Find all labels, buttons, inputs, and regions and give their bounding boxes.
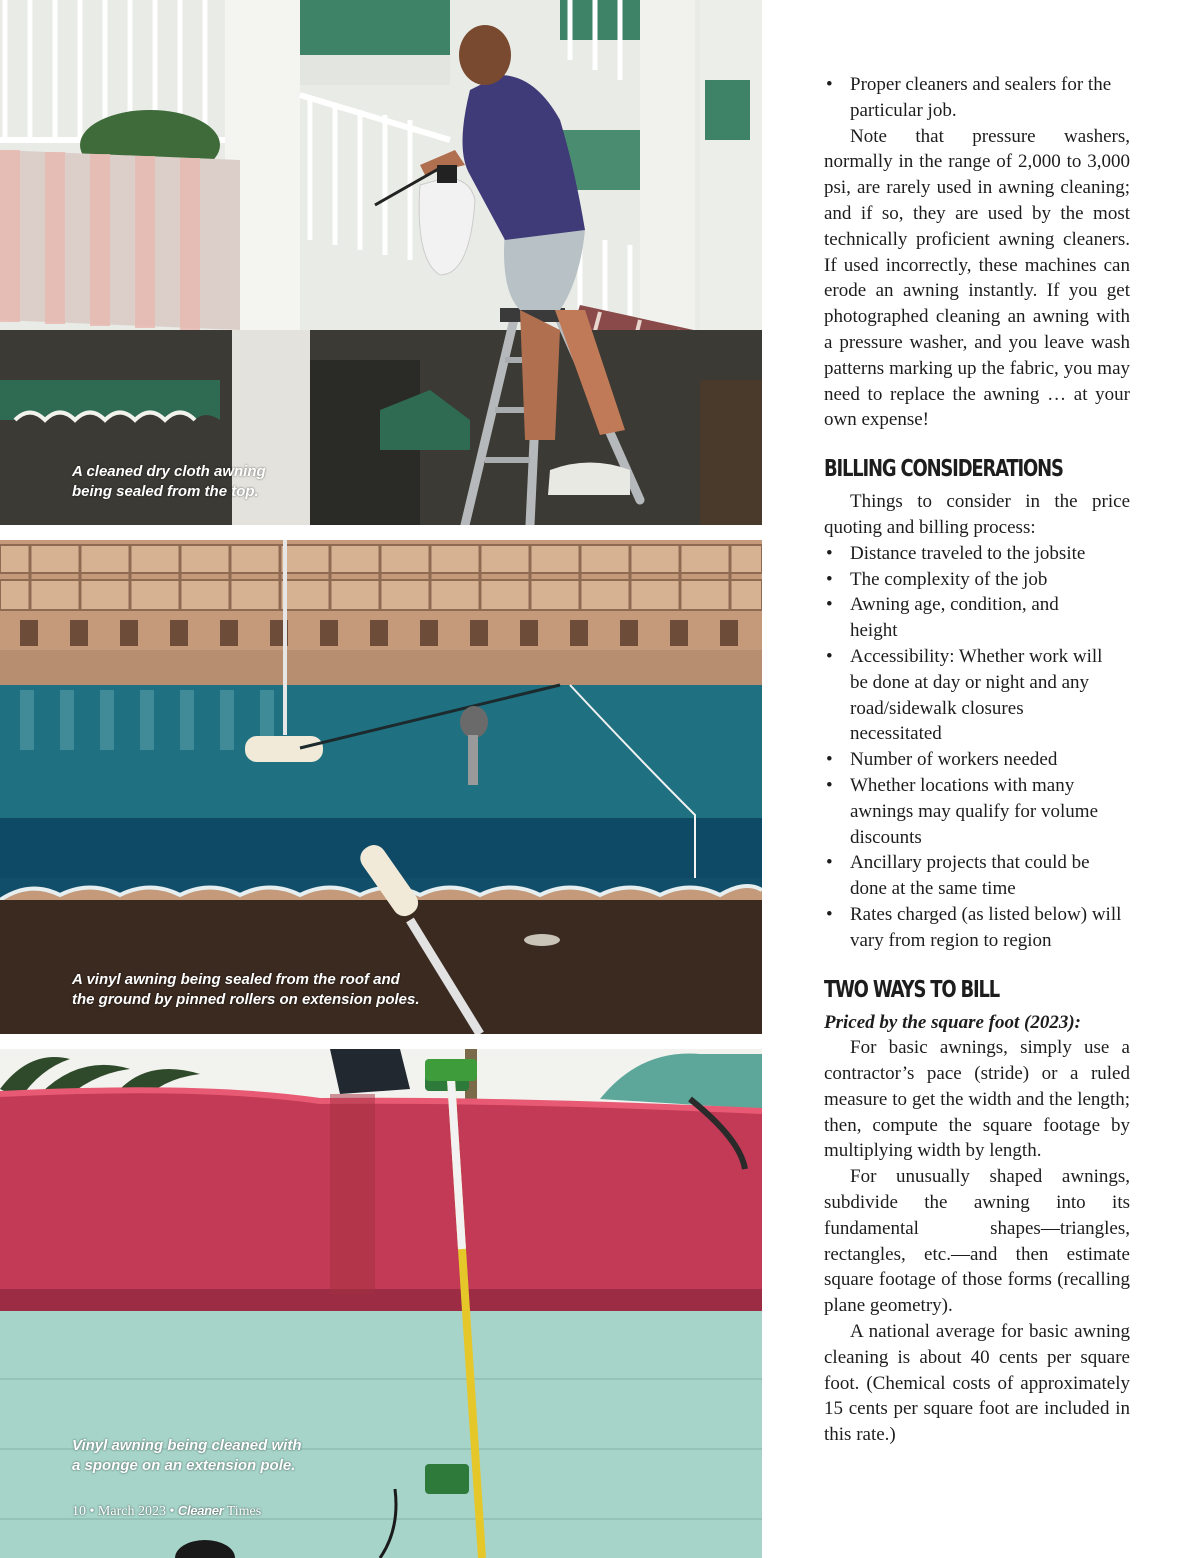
basic-awnings-paragraph: For basic awnings, simply use a contractor’s pace (stride) or a ruled measure to get the width and the length; then, compute the square footage by multiplying width by length. [824, 1037, 1130, 1162]
photo-dry-cloth-awning [0, 0, 762, 525]
national-average-paragraph: A national average for basic awning cleaning is about 40 cents per square foot. (Chemical costs of approximately 15 cents per square foot are included in this rate.) [824, 1321, 1130, 1446]
bullet-item: • Proper cleaners and sealers for the particular job. [824, 72, 1130, 124]
folio-separator: • [165, 1504, 178, 1519]
photo-3-caption [72, 1436, 301, 1476]
pressure-washer-paragraph: Note that pressure washers, normally in the range of 2,000 to 3,000 psi, are rarely used in awning cleaning; and if so, they are used by the most technically proficient awning cleaners. If used incorrectly, these machines can erode an awning instantly. If you get photographed cleaning an awning with a pressure washer, and you leave wash patterns marking up the fabric, you may need to replace the awning … at your own expense! [824, 125, 1130, 431]
caption-line: Vinyl awning being cleaned with [72, 1437, 302, 1454]
photo-red-awning-sponge [0, 1049, 762, 1558]
billing-item: • Accessibility: Whether work will be done at day or night and any road/sidewalk closures necessitated [824, 644, 1112, 747]
caption-line: being sealed from the top. [72, 483, 259, 500]
square-foot-subhead: Priced by the square foot (2023): [824, 1011, 1081, 1033]
two-ways-heading: TWO WAYS TO BILL [824, 976, 1000, 1003]
photo-1-caption [72, 462, 266, 502]
billing-item: • Awning age, condition, and height [824, 592, 1064, 644]
billing-item: • Distance traveled to the jobsite [824, 541, 1130, 567]
caption-line: A vinyl awning being sealed from the roof and [72, 971, 400, 988]
photo-2-illustration [0, 540, 762, 1034]
caption-line: the ground by pinned rollers on extension poles. [72, 991, 420, 1008]
billing-list [824, 541, 1130, 954]
folio-separator: • [86, 1504, 98, 1519]
billing-heading: BILLING CONSIDERATIONS [824, 456, 1063, 483]
billing-item: • Rates charged (as listed below) will vary from region to region [824, 902, 1130, 954]
billing-intro: Things to consider in the price quoting and billing process: [824, 491, 1130, 538]
caption-line: a sponge on an extension pole. [72, 1457, 296, 1474]
billing-item: • Whether locations with many awnings may qualify for volume discounts [824, 773, 1142, 850]
issue-date: March 2023 [97, 1504, 166, 1519]
magazine-name-rest: Times [223, 1504, 262, 1519]
unusual-shapes-paragraph: For unusually shaped awnings, subdivide the awning into its fundamental shapes—triangles, rectangles, etc.—and then estimate square footage of those forms (recalling plane geometry). [824, 1166, 1130, 1317]
billing-item: • The complexity of the job [824, 567, 1130, 593]
page-number: 10 [72, 1504, 86, 1519]
photo-1-illustration [0, 0, 762, 525]
magazine-name-emphasis: Cleaner [177, 1503, 224, 1518]
billing-item: • Ancillary projects that could be done at the same time [824, 850, 1130, 902]
photo-vinyl-awning-rollers [0, 540, 762, 1034]
page-folio [72, 1503, 261, 1520]
intro-bullets [824, 72, 1130, 124]
billing-item: • Number of workers needed [824, 747, 1130, 773]
photo-3-illustration [0, 1049, 762, 1558]
article-column [824, 72, 1130, 1448]
caption-line: A cleaned dry cloth awning [72, 463, 266, 480]
photo-2-caption [72, 970, 420, 1010]
